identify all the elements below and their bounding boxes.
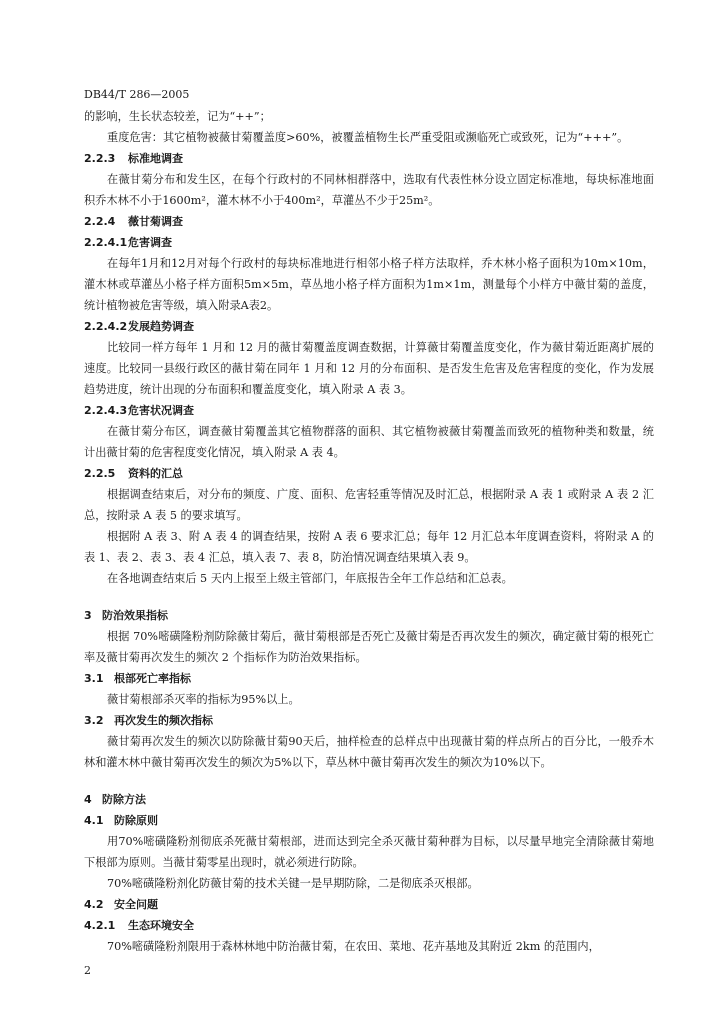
section-number: 2.2.4 (84, 215, 116, 228)
section-number: 4.2 (84, 898, 104, 911)
section-title: 防治效果指标 (102, 609, 168, 622)
body-paragraph: 根据附 A 表 3、附 A 表 4 的调查结果，按附 A 表 6 要求汇总；每年 12 月汇总本年度调查资料，将附录 A 的表 1、表 2、表 3、表 4 汇总，填入表 7、表 8，防治情况调查结果填入表 9。 (84, 530, 654, 564)
section-title: 资料的汇总 (128, 467, 183, 480)
body-paragraph: 比较同一样方每年 1 月和 12 月的薇甘菊覆盖度调查数据，计算薇甘菊覆盖度变化，作为薇甘菊近距离扩展的速度。比较同一县级行政区的薇甘菊在同年 1 月和 12 月的分布面积、是否发生危害及危害程度的变化，作为发展趋势进度，统计出现的分布面积和覆盖度变化，填入附录 A 表 3。 (84, 341, 654, 396)
standard-code: DB44/T 286—2005 (84, 88, 190, 101)
section-title: 安全问题 (114, 898, 158, 911)
section-heading (84, 400, 654, 421)
section-title: 发展趋势调查 (128, 320, 194, 333)
section-heading (84, 148, 654, 169)
section-title: 生态环境安全 (128, 919, 194, 932)
section-title: 薇甘菊调查 (128, 215, 183, 228)
section-number: 3 (84, 609, 92, 622)
body-paragraph: 薇甘菊根部杀灭率的指标为95%以上。 (107, 693, 300, 706)
section-title: 防除方法 (102, 793, 146, 806)
section-number: 2.2.4.1 (84, 236, 128, 249)
section-heading (84, 894, 654, 915)
section-number: 2.2.5 (84, 467, 116, 480)
body-paragraph: 70%嘧磺隆粉剂限用于森林林地中防治薇甘菊，在农田、菜地、花卉基地及其附近 2km 的范围内， (107, 940, 600, 953)
section-number: 4.1 (84, 814, 104, 827)
section-gap (84, 589, 654, 597)
body-paragraph: 薇甘菊再次发生的频次以防除薇甘菊90天后，抽样检查的总样点中出现薇甘菊的样点所占的百分比，一般乔木林和灌木林中薇甘菊再次发生的频次为5%以下，草丛林中薇甘菊再次发生的频次为10%以下。 (84, 735, 654, 769)
section-number: 2.2.4.3 (84, 404, 128, 417)
section-title: 标准地调查 (128, 152, 183, 165)
section-heading (84, 463, 654, 484)
section-title: 再次发生的频次指标 (114, 714, 213, 727)
section-heading (84, 316, 654, 337)
section-heading (84, 232, 654, 253)
document-body (84, 106, 654, 957)
section-title: 危害调查 (128, 236, 172, 249)
section-number: 4.2.1 (84, 919, 116, 932)
body-paragraph: 在薇甘菊分布和发生区，在每个行政村的不同林相群落中，选取有代表性林分设立固定标准地，每块标准地面积乔木林不小于1600m²，灌木林不小于400m²，草灌丛不少于25m²。 (84, 173, 654, 207)
section-number: 3.1 (84, 672, 104, 685)
section-heading (84, 810, 654, 831)
section-heading (84, 211, 654, 232)
section-heading (84, 789, 654, 810)
section-number: 2.2.3 (84, 152, 116, 165)
body-paragraph: 根据 70%嘧磺隆粉剂防除薇甘菊后，薇甘菊根部是否死亡及薇甘菊是否再次发生的频次，确定薇甘菊的根死亡率及薇甘菊再次发生的频次 2 个指标作为防治效果指标。 (84, 630, 654, 664)
section-number: 2.2.4.2 (84, 320, 128, 333)
body-paragraph: 在各地调查结束后 5 天内上报至上级主管部门，年底报告全年工作总结和汇总表。 (107, 572, 513, 585)
body-paragraph: 70%嘧磺隆粉剂化防薇甘菊的技术关键一是早期防除，二是彻底杀灭根部。 (107, 877, 479, 890)
page-number: 2 (84, 964, 91, 977)
section-number: 3.2 (84, 714, 104, 727)
section-heading (84, 915, 654, 936)
body-paragraph: 根据调查结束后，对分布的频度、广度、面积、危害轻重等情况及时汇总，根据附录 A 表 1 或附录 A 表 2 汇总，按附录 A 表 5 的要求填写。 (84, 488, 654, 522)
section-gap (84, 773, 654, 781)
body-paragraph: 的影响，生长状态较差，记为“++”； (84, 110, 271, 123)
body-paragraph: 在薇甘菊分布区，调查薇甘菊覆盖其它植物群落的面积、其它植物被薇甘菊覆盖而致死的植物种类和数量，统计出薇甘菊的危害程度变化情况，填入附录 A 表 4。 (84, 425, 654, 459)
section-heading (84, 668, 654, 689)
section-number: 4 (84, 793, 92, 806)
body-paragraph: 重度危害：其它植物被薇甘菊覆盖度>60%，被覆盖植物生长严重受阻或濒临死亡或致死，记为“+++”。 (107, 131, 629, 144)
section-title: 防除原则 (114, 814, 158, 827)
section-heading (84, 710, 654, 731)
section-title: 危害状况调查 (128, 404, 194, 417)
section-heading (84, 605, 654, 626)
body-paragraph: 用70%嘧磺隆粉剂彻底杀死薇甘菊根部，进而达到完全杀灭薇甘菊种群为目标，以尽量早地完全清除薇甘菊地下根部为原则。当薇甘菊零星出现时，就必须进行防除。 (84, 835, 654, 869)
section-title: 根部死亡率指标 (114, 672, 191, 685)
body-paragraph: 在每年1月和12月对每个行政村的每块标准地进行相邻小格子样方法取样，乔木林小格子面积为10m×10m，灌木林或草灌丛小格子样方面积5m×5m，草丛地小格子样方面积为1m×1m，测量每个小样方中薇甘菊的盖度，统计植物被危害等级，填入附录A表2。 (84, 257, 654, 312)
